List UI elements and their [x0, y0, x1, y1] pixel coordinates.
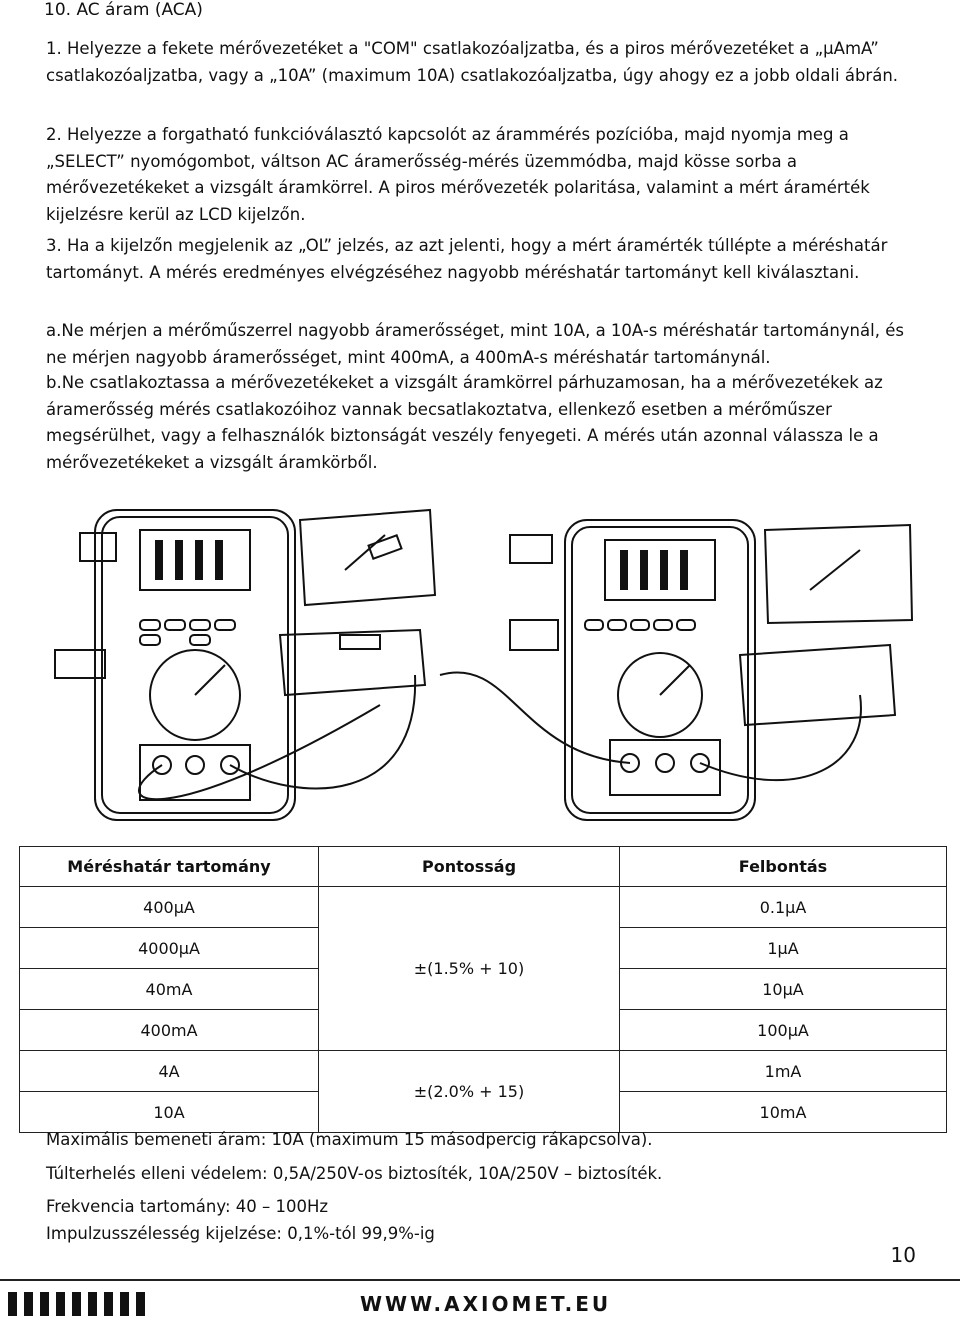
resolution-cell: 100µA — [620, 1010, 947, 1051]
paragraph-2: 2. Helyezze a forgatható funkcióválasztó kapcsolót az árammérés pozícióba, majd nyomja meg a „SELECT” nyomógombot, váltson AC áramerősség-mérés üzemmódba, majd kösse sorba a mérővezetékeket a vizsgált áramkörrel. A piros mérővezeték polaritása, valamint a mért áramérték kijelzésre kerül az LCD kijelzőn. — [46, 125, 870, 224]
footer-website: WWW.AXIOMET.EU — [360, 1292, 612, 1316]
range-cell: 4A — [20, 1051, 319, 1092]
footer-bars-decoration — [8, 1292, 145, 1316]
range-cell: 4000µA — [20, 928, 319, 969]
warning-a: a.Ne mérjen a mérőműszerrel nagyobb áramerősséget, mint 10A, a 10A-s méréshatár tartománynál, és ne mérjen nagyobb áramerősséget, mint 400mA, a 400mA-s méréshatár tartománynál. — [46, 321, 904, 367]
range-cell: 40mA — [20, 969, 319, 1010]
note-overload: Túlterhelés elleni védelem: 0,5A/250V-os biztosíték, 10A/250V – biztosíték. — [46, 1164, 663, 1183]
paragraph-3: 3. Ha a kijelzőn megjelenik az „OL” jelzés, az azt jelenti, hogy a mért áramérték túllépte a méréshatár tartományt. A mérés eredményes elvégzéséhez nagyobb méréshatár tartományt kell kiválasztani. — [46, 236, 888, 282]
section-title: 10. AC áram (ACA) — [44, 0, 203, 20]
footer-divider — [0, 1279, 960, 1281]
range-cell: 400µA — [20, 887, 319, 928]
note-pulse-width: Impulzusszélesség kijelzése: 0,1%-tól 99,9%-ig — [46, 1224, 435, 1243]
header-accuracy: Pontosság — [319, 847, 620, 887]
resolution-cell: 1mA — [620, 1051, 947, 1092]
table-row — [20, 1051, 947, 1092]
resolution-cell: 1µA — [620, 928, 947, 969]
note-frequency: Frekvencia tartomány: 40 – 100Hz — [46, 1197, 329, 1216]
page-number: 10 — [890, 1243, 916, 1267]
paragraph-1: 1. Helyezze a fekete mérővezetéket a "COM" csatlakozóaljzatba, és a piros mérővezetéket a „µAmA” csatlakozóaljzatba, vagy a „10A” (maximum 10A) csatlakozóaljzatba, úgy ahogy ez a jobb oldali ábrán. — [46, 39, 899, 85]
note-max-input: Maximális bemeneti áram: 10A (maximum 15 másodpercig rákapcsolva). — [46, 1130, 653, 1149]
resolution-cell: 10µA — [620, 969, 947, 1010]
accuracy-cell: ±(1.5% + 10) — [319, 887, 620, 1051]
resolution-cell: 0.1µA — [620, 887, 947, 928]
header-resolution: Felbontás — [620, 847, 947, 887]
header-range: Méréshatár tartomány — [20, 847, 319, 887]
range-cell: 10A — [20, 1092, 319, 1133]
accuracy-cell: ±(2.0% + 15) — [319, 1051, 620, 1133]
multimeter-figure — [40, 505, 920, 835]
resolution-cell: 10mA — [620, 1092, 947, 1133]
spec-table — [19, 846, 947, 1133]
range-cell: 400mA — [20, 1010, 319, 1051]
warning-b: b.Ne csatlakoztassa a mérővezetékeket a vizsgált áramkörrel párhuzamosan, ha a mérővezetékek az áramerősség mérés csatlakozóihoz vannak becsatlakoztatva, ellenkező esetben a mérőműszer megsérülhet, vagy a felhasználók biztonságát veszély fenyegeti. A mérés után azonnal válassza le a mérővezetékeket a vizsgált áramkörből. — [46, 373, 883, 472]
table-row — [20, 887, 947, 928]
